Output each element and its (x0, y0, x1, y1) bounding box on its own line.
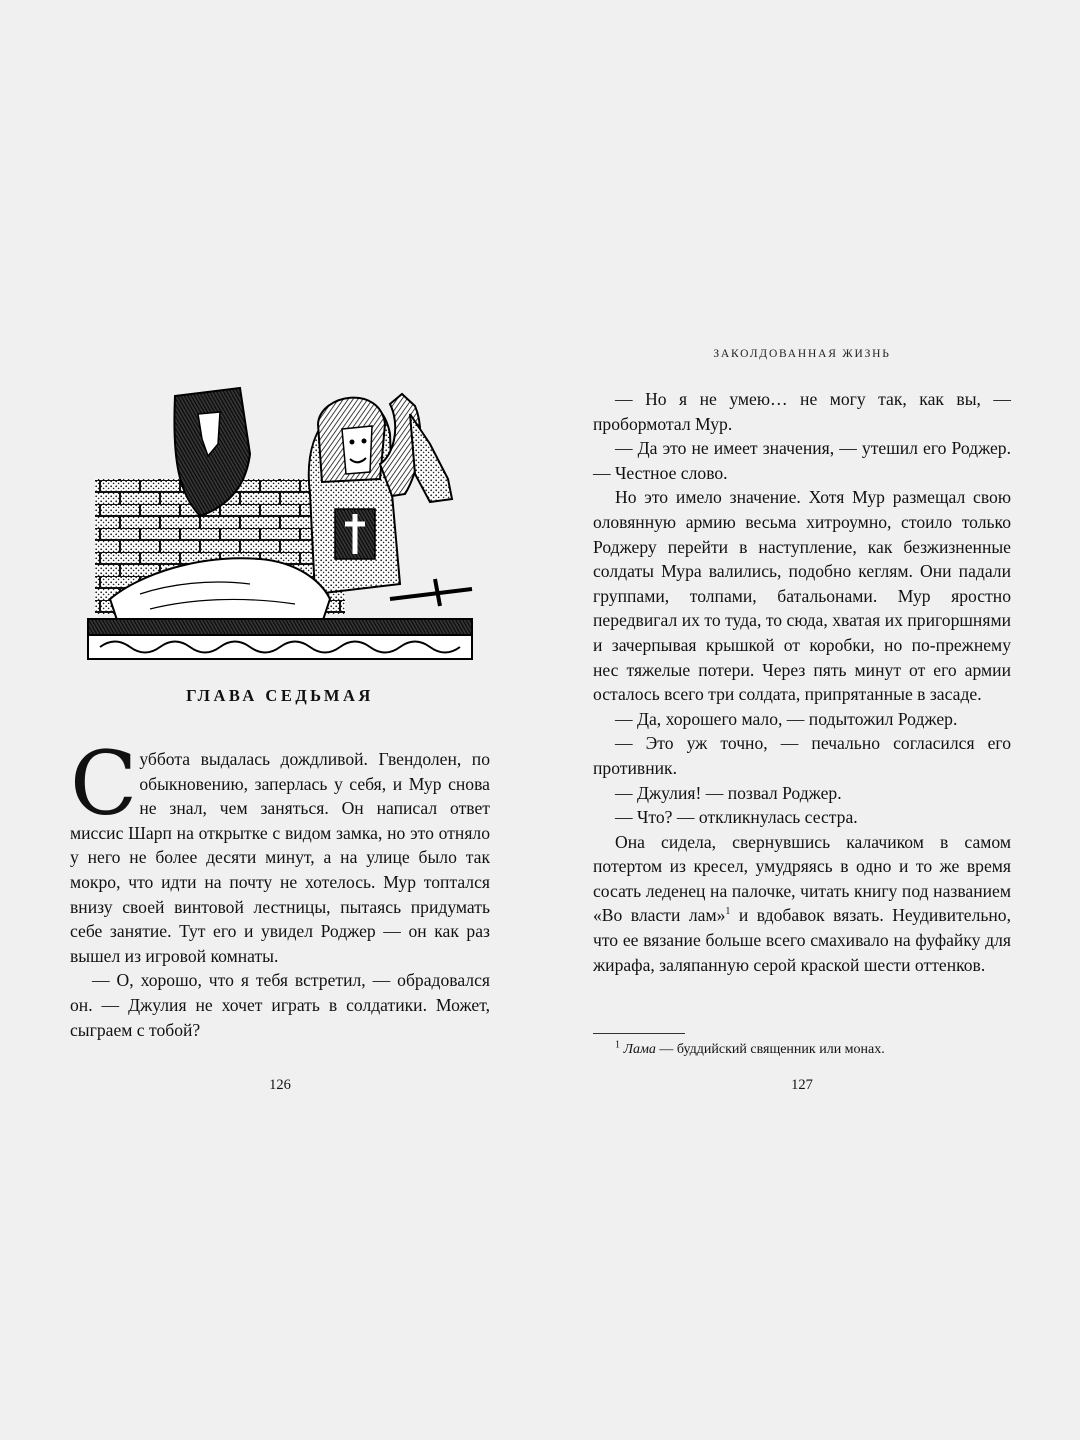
paragraph-with-footnote: Она сидела, свернувшись калачиком в самом потертом из кресел, умудряясь в одно и то же время сосать леденец на палочке, читать книгу под названием «Во власти лам»$^1$ и вдобавок вязать. Неудивительно, что ее вязание больше всего смахивало на фуфайку для жирафа, заляпанную серой краской шести оттенков. (593, 831, 1011, 975)
knight-illustration (80, 384, 480, 662)
footnote-number: 1 (615, 1039, 620, 1051)
paragraph-opening: Суббота выдалась дождливой. Гвендолен, по обыкновению, заперлась у себя, и Мур снова не знал, чем заняться. Он написал ответ миссис Шарп на открытке с видом замка, но это отняло у него не более десяти минут, а на улице было так мокро, что идти на почту не хотелось. Мур топтался внизу своей винтовой лестницы, пытаясь придумать себе занятие. Тут его и увидел Роджер — он как раз вышел из игровой комнаты. (70, 732, 490, 966)
footnote (593, 1041, 1011, 1059)
paragraph: — Что? — откликнулась сестра. (615, 807, 858, 828)
drop-cap-letter: С (70, 732, 138, 835)
page-number-right: 127 (791, 1077, 813, 1093)
page-number-left: 126 (269, 1077, 291, 1093)
footnote-term: Лама (623, 1042, 656, 1057)
paragraph: — Это уж точно, — печально согласился его противник. (593, 733, 1011, 778)
footnote-marker: 1 (725, 906, 731, 918)
footnote-text: — буддийский священник или монах. (655, 1042, 885, 1057)
running-head: ЗАКОЛДОВАННАЯ ЖИЗНЬ (713, 348, 891, 360)
paragraph: — Но я не умею… не могу так, как вы, — пробормотал Мур. (593, 389, 1011, 434)
paragraph: — Да, хорошего мало, — подытожил Роджер. (615, 708, 958, 729)
chapter-title: ГЛАВА СЕДЬМАЯ (186, 686, 374, 705)
paragraph: — О, хорошо, что я тебя встретил, — обрадовался он. — Джулия не хочет играть в солдатики. Может, сыграем с тобой? (70, 970, 490, 1040)
paragraph: — Джулия! — позвал Роджер. (615, 782, 842, 803)
paragraph: — Да это не имеет значения, — утешил его Роджер. — Честное слово. (593, 438, 1011, 483)
left-body-text (70, 732, 490, 1042)
paragraph: Но это имело значение. Хотя Мур размещал свою оловянную армию весьма хитроумно, стоило только Роджеру перейти в наступление, как безжизненные солдаты Мура валились, подобно кеглям. Они падали группами, толпами, батальонами. Мур яростно передвигал их то туда, то сюда, хватая их пригоршнями и зачерпывая крышкой от коробки, но по-прежнему нес тяжелые потери. Через пять минут от его армии осталось всего три солдата, припрятанные в засаде. (593, 487, 1011, 705)
footnote-divider (593, 1033, 685, 1034)
right-body-text (593, 387, 1011, 977)
